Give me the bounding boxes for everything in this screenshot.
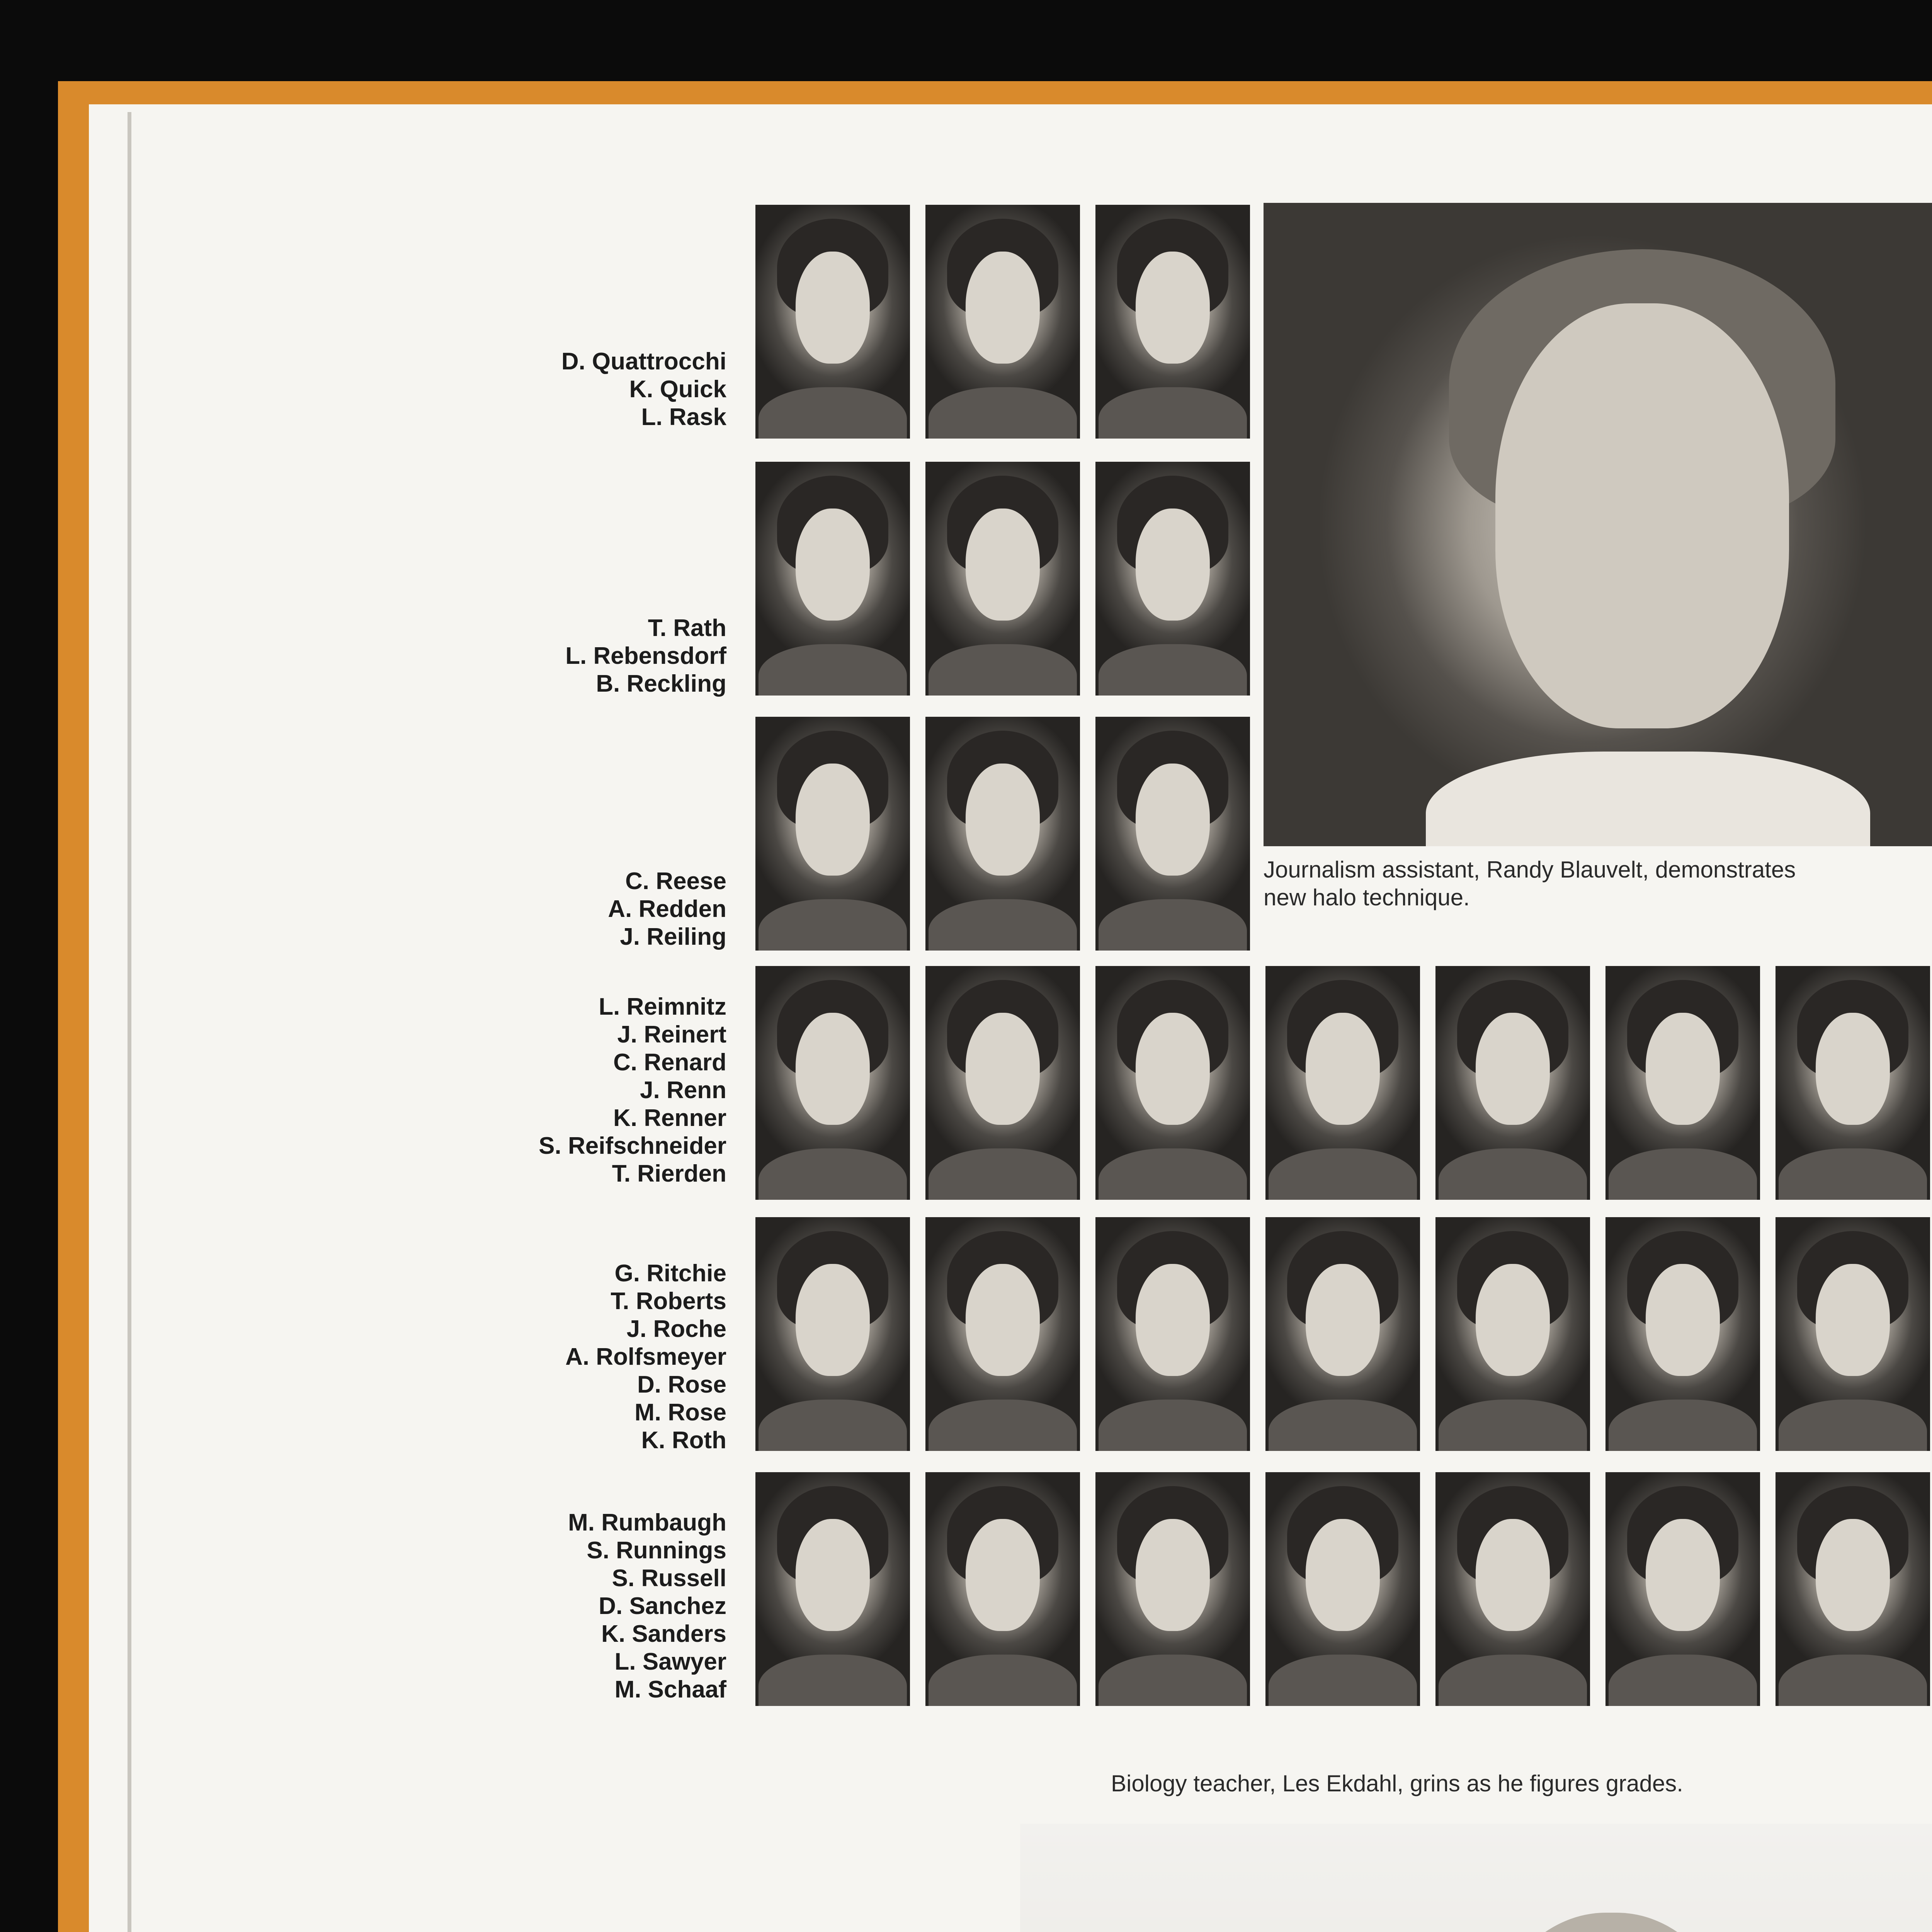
row-1-names	[456, 348, 726, 431]
row-6-names	[456, 1509, 726, 1704]
student-name: J. Reinert	[617, 1021, 726, 1048]
student-portrait	[1095, 966, 1250, 1200]
student-portrait	[1776, 1472, 1930, 1706]
caption-line: Journalism assistant, Randy Blauvelt, demonstrates	[1264, 857, 1796, 883]
row-3-names	[456, 867, 726, 951]
student-name: A. Redden	[608, 896, 726, 922]
student-name: L. Rask	[641, 404, 726, 430]
student-portrait	[925, 717, 1080, 951]
student-portrait	[755, 1472, 910, 1706]
student-portrait	[1435, 1472, 1590, 1706]
student-portrait	[1095, 205, 1250, 439]
student-name: S. Reifschneider	[539, 1133, 726, 1159]
student-name: J. Roche	[626, 1316, 726, 1342]
biology-caption: Biology teacher, Les Ekdahl, grins as he figures grades.	[1111, 1770, 1683, 1796]
student-portrait	[1265, 1472, 1420, 1706]
student-portrait	[1435, 966, 1590, 1200]
student-name: G. Ritchie	[614, 1260, 726, 1287]
student-portrait	[1776, 966, 1930, 1200]
student-portrait	[1435, 1217, 1590, 1451]
student-name: A. Rolfsmeyer	[565, 1344, 726, 1370]
student-portrait	[1605, 1217, 1760, 1451]
student-portrait	[1095, 717, 1250, 951]
student-portrait	[925, 205, 1080, 439]
student-portrait	[1265, 966, 1420, 1200]
student-name: L. Rebensdorf	[565, 643, 726, 669]
student-name: M. Rumbaugh	[568, 1509, 726, 1536]
student-name: K. Roth	[641, 1427, 726, 1454]
caption-line: new halo technique.	[1264, 884, 1470, 910]
journalism-caption	[1264, 856, 1796, 912]
student-name: K. Renner	[613, 1105, 726, 1131]
row-5-names	[456, 1260, 726, 1454]
student-portrait	[1605, 966, 1760, 1200]
student-name: T. Roberts	[611, 1288, 726, 1315]
student-name: M. Schaaf	[614, 1676, 726, 1703]
student-portrait	[1265, 1217, 1420, 1451]
student-name: D. Quattrocchi	[561, 348, 726, 375]
student-name: K. Quick	[629, 376, 726, 403]
row-2-names	[456, 614, 726, 698]
student-portrait	[925, 1472, 1080, 1706]
student-name: S. Russell	[612, 1565, 726, 1592]
journalism-photo	[1264, 203, 1932, 846]
student-portrait	[1095, 1217, 1250, 1451]
student-name: D. Sanchez	[599, 1593, 726, 1619]
student-portrait	[1605, 1472, 1760, 1706]
student-name: C. Reese	[625, 868, 726, 895]
student-name: M. Rose	[634, 1399, 726, 1426]
student-portrait	[1776, 1217, 1930, 1451]
student-name: T. Rierden	[612, 1160, 726, 1187]
biology-teacher-photo	[1020, 1824, 1932, 1932]
student-name: B. Reckling	[596, 670, 726, 697]
student-portrait	[1095, 1472, 1250, 1706]
student-name: J. Renn	[640, 1077, 726, 1104]
student-name: L. Reimnitz	[599, 993, 726, 1020]
student-name: T. Rath	[648, 615, 726, 641]
student-portrait	[925, 462, 1080, 696]
page-edge	[128, 112, 131, 1932]
student-portrait	[755, 462, 910, 696]
student-portrait	[925, 966, 1080, 1200]
student-portrait	[755, 1217, 910, 1451]
row-4-names	[456, 993, 726, 1188]
student-portrait	[925, 1217, 1080, 1451]
student-portrait	[755, 966, 910, 1200]
student-name: K. Sanders	[601, 1621, 726, 1647]
student-portrait	[755, 205, 910, 439]
student-name: S. Runnings	[587, 1537, 726, 1564]
student-portrait	[755, 717, 910, 951]
student-name: D. Rose	[637, 1371, 726, 1398]
student-portrait	[1095, 462, 1250, 696]
student-name: C. Renard	[613, 1049, 726, 1076]
student-name: L. Sawyer	[614, 1648, 726, 1675]
student-name: J. Reiling	[620, 923, 726, 950]
